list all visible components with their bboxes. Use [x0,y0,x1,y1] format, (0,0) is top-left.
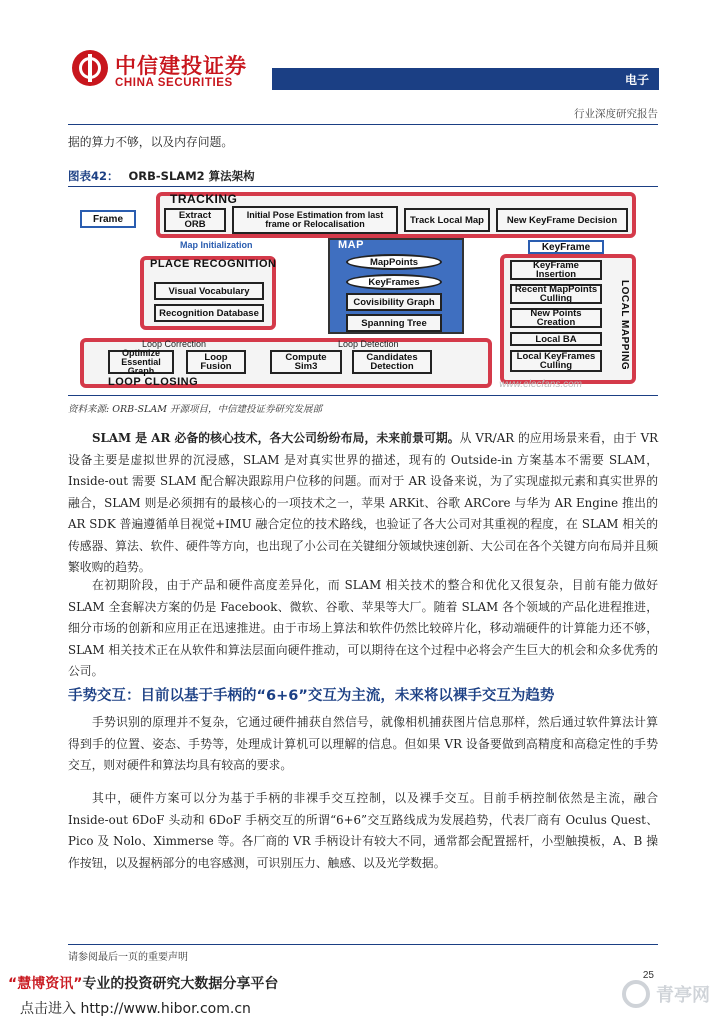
figure-caption [68,168,255,184]
keyframes-oval: KeyFrames [346,274,442,290]
loop-fusion-box: Loop Fusion [186,350,246,374]
promo-quote: “慧博资讯” [8,976,83,992]
pose-estimation-box: Initial Pose Estimation from last frame or Relocalisation [232,206,398,234]
covisibility-graph-box: Covisibility Graph [346,293,442,311]
mappoints-culling-box: Recent MapPoints Culling [510,284,602,304]
mappoints-oval: MapPoints [346,254,442,270]
figure-number: 图表42： [68,169,119,183]
promo-link[interactable]: 点击进入 http://www.hibor.com.cn [20,1001,251,1017]
compute-sim3-box: Compute Sim3 [270,350,342,374]
company-logo-icon [72,50,108,86]
loop-detection-label: Loop Detection [338,339,399,349]
footer-divider [68,944,658,945]
paragraph-slam-body: 从 VR/AR 的应用场景来看，由于 VR 设备主要是虚拟世界的沉浸感，SLAM 是对真实世界的描述，现有的 Outside-in 方案基本不需要 SLAM，Inside-out 需要 SLAM 配合解决跟踪用户位移的问题。而对于 AR 设备来说，为了实现虚拟元素和真实世界的融合，SLAM 则是必须拥有的最核心的一项技术之一，苹果 ARKit、谷歌 ARCore 与华为 AR Engine 推出的 AR SDK 普遍遵循单目视觉+IMU 融合定位的技术路线，也验证了各大公司对其重视的程度，在 SLAM 相关的传感器、算法、软件、硬件等方向，也出现了小公司在关键细分领域快速创新、大公司在各个关键方向布局并且频繁收购的趋势。 [68,431,658,574]
figure-title: ORB-SLAM2 算法架构 [128,169,255,183]
intro-line: 据的算力不够，以及内存问题。 [68,135,234,149]
diagram-watermark: www.elecfans.com [499,379,582,390]
paragraph-hardware-solutions: 其中，硬件方案可以分为基于手柄的非裸手交互控制，以及裸手交互。目前手柄控制依然是主流，融合 Inside-out 6DoF 头动和 6DoF 手柄交互的所谓“6+6”交互路线成为发展趋势，代表厂商有 Oculus Quest、Pico 及 Nolo、Ximmerse 等。各厂商的 VR 手柄设计有较大不同，通常都会配置摇杆，小型触摸板，A、B 操作按钮，以及握柄部分的电容感测，可识别压力、触感、以及光学数据。 [68,791,658,870]
extract-orb-box: Extract ORB [164,208,226,232]
map-initialization-label: Map Initialization [180,240,253,250]
promo-text: 专业的投资研究大数据分享平台 [82,976,279,992]
header-divider [68,124,658,125]
paragraph-slam-lead: SLAM 是 AR 必备的核心技术，各大公司纷纷布局，未来前景可期。 [92,431,460,445]
brand-watermark [606,972,710,1016]
keyframes-culling-box: Local KeyFrames Culling [510,350,602,372]
keyframe-insertion-box: KeyFrame Insertion [510,260,602,280]
track-local-map-box: Track Local Map [404,208,490,232]
new-points-creation-box: New Points Creation [510,308,602,328]
brand-logo-icon [622,980,650,1008]
loop-closing-label: LOOP CLOSING [108,376,199,388]
spanning-tree-box: Spanning Tree [346,314,442,332]
keyframe-box: KeyFrame [528,240,604,254]
promo-banner [8,973,278,993]
loop-correction-label: Loop Correction [142,339,207,349]
brand-name: 青亭网 [656,985,710,1006]
local-mapping-label: LOCAL MAPPING [619,280,630,371]
paragraph-gesture-principle: 手势识别的原理并不复杂，它通过硬件捕获自然信号，就像相机捕获图片信息那样，然后通过软件算法计算得到手的位置、姿态、手势等，处理成计算机可以理解的信息。但如果 VR 设备要做到高精度和高稳定性的手势交互，则对硬件和算法均具有较高的要求。 [68,715,658,772]
place-recognition-label: PLACE RECOGNITION [150,258,277,270]
paragraph-slam [68,428,658,579]
map-label: MAP [338,239,364,251]
figure-source: 资料来源: ORB-SLAM 开源项目，中信建投证券研究发展部 [68,404,322,415]
section-heading: 手势交互：目前以基于手柄的“6+6”交互为主流，未来将以裸手交互为趋势 [68,688,555,704]
report-type: 行业深度研究报告 [574,108,658,120]
figure-top-rule [68,186,658,187]
new-keyframe-decision-box: New KeyFrame Decision [496,208,628,232]
recognition-database-box: Recognition Database [154,304,264,322]
frame-box: Frame [80,210,136,228]
page-number: 25 [642,970,654,981]
company-name-en: CHINA SECURITIES [115,77,233,89]
company-name-cn: 中信建投证券 [115,54,247,78]
tracking-label: TRACKING [170,192,238,206]
candidates-detection-box: Candidates Detection [352,350,432,374]
disclaimer-note: 请参阅最后一页的重要声明 [68,952,188,963]
figure-bottom-rule [68,395,658,396]
local-ba-box: Local BA [510,332,602,346]
paragraph-early-stage: 在初期阶段，由于产品和硬件高度差异化，而 SLAM 相关技术的整合和优化又很复杂，目前有能力做好 SLAM 全套解决方案的仍是 Facebook、微软、谷歌、苹果等大厂。随着 SLAM 各个领域的产品化进程推进，细分市场的创新和应用正在迅速推进。由于市场上算法和软件仍然比较碎片化，移动端硬件的计算能力还不够，SLAM 相关技术正在从软件和算法层面向硬件推动，可以期待在这个过程中必将会产生巨大的机会和众多优秀的公司。 [68,578,658,678]
sector-label: 电子 [624,73,649,87]
optimize-essential-graph-box: Optimize Essential Graph [108,350,174,374]
visual-vocabulary-box: Visual Vocabulary [154,282,264,300]
orb-slam2-diagram [76,188,642,392]
header-bar [272,68,659,90]
